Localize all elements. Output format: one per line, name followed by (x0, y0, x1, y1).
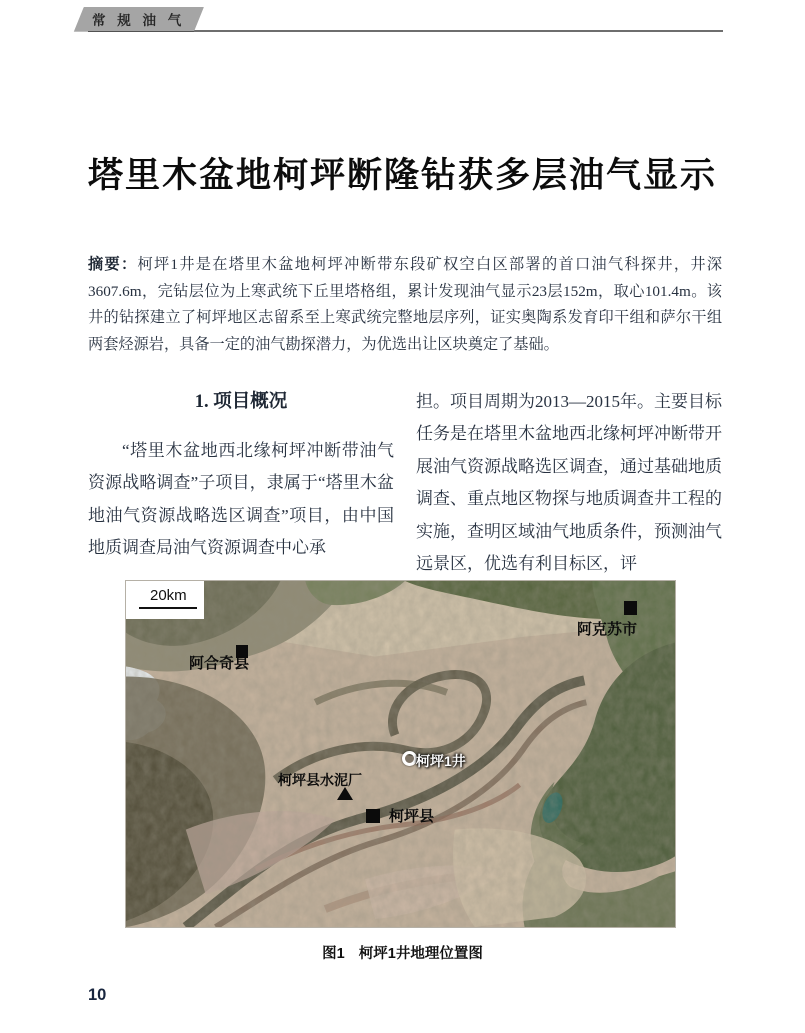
square-marker-icon (366, 809, 380, 823)
section-heading: 1. 项目概况 (194, 392, 288, 412)
left-column (88, 386, 394, 580)
caption-figure-number: 图1 (322, 946, 345, 962)
body-columns (88, 386, 722, 580)
map-label-aheqi: 阿合奇县 (189, 655, 250, 672)
right-column (416, 386, 722, 580)
section-banner (74, 7, 204, 31)
scale-label: 20km (150, 587, 187, 604)
left-column-paragraph: “塔里木盆地西北缘柯坪冲断带油气资源战略调查”子项目，隶属于“塔里木盆地油气资源战略选区调查”项目，由中国地质调查局油气资源调查中心承 (88, 441, 394, 558)
abstract-block (88, 252, 722, 358)
map-label-cement-plant: 柯坪县水泥厂 (278, 772, 362, 788)
map-label-keping-county: 柯坪县 (389, 808, 435, 825)
section-tag-label: 常 规 油 气 (92, 13, 186, 28)
caption-text: 柯坪1井地理位置图 (358, 946, 483, 962)
article-title: 塔里木盆地柯坪断隆钻获多层油气显示 (87, 156, 717, 196)
map-scale-box (126, 581, 204, 619)
page-number: 10 (88, 986, 107, 1004)
map-label-keping-well: 柯坪1井 (416, 753, 466, 769)
scale-bar-icon (139, 607, 197, 609)
abstract-text: 柯坪1井是在塔里木盆地柯坪冲断带东段矿权空白区部署的首口油气科探井，井深3607.6m，完钻层位为上寒武统下丘里塔格组，累计发现油气显示23层152m，取心101.4m。该井的钻探建立了柯坪地区志留系至上寒武统完整地层序列，证实奥陶系发育印干组和萨尔干组两套烃源岩，具备一定的油气勘探潜力，为优选出让区块奠定了基础。 (88, 256, 722, 353)
figure-caption (0, 942, 805, 963)
well-symbol-icon (402, 751, 417, 766)
square-marker-icon (624, 601, 637, 615)
location-map-figure (125, 580, 676, 928)
right-column-paragraph: 担。项目周期为2013—2015年。主要目标任务是在塔里木盆地西北缘柯坪冲断带开展油气资源战略选区调查，通过基础地质调查、重点地区物探与地质调查井工程的实施，查明区域油气地质条件，预测油气远景区，优选有利目标区，评 (416, 392, 722, 574)
map-label-akesu: 阿克苏市 (577, 621, 638, 638)
abstract-label: 摘要： (88, 256, 138, 274)
triangle-marker-icon (337, 787, 353, 800)
